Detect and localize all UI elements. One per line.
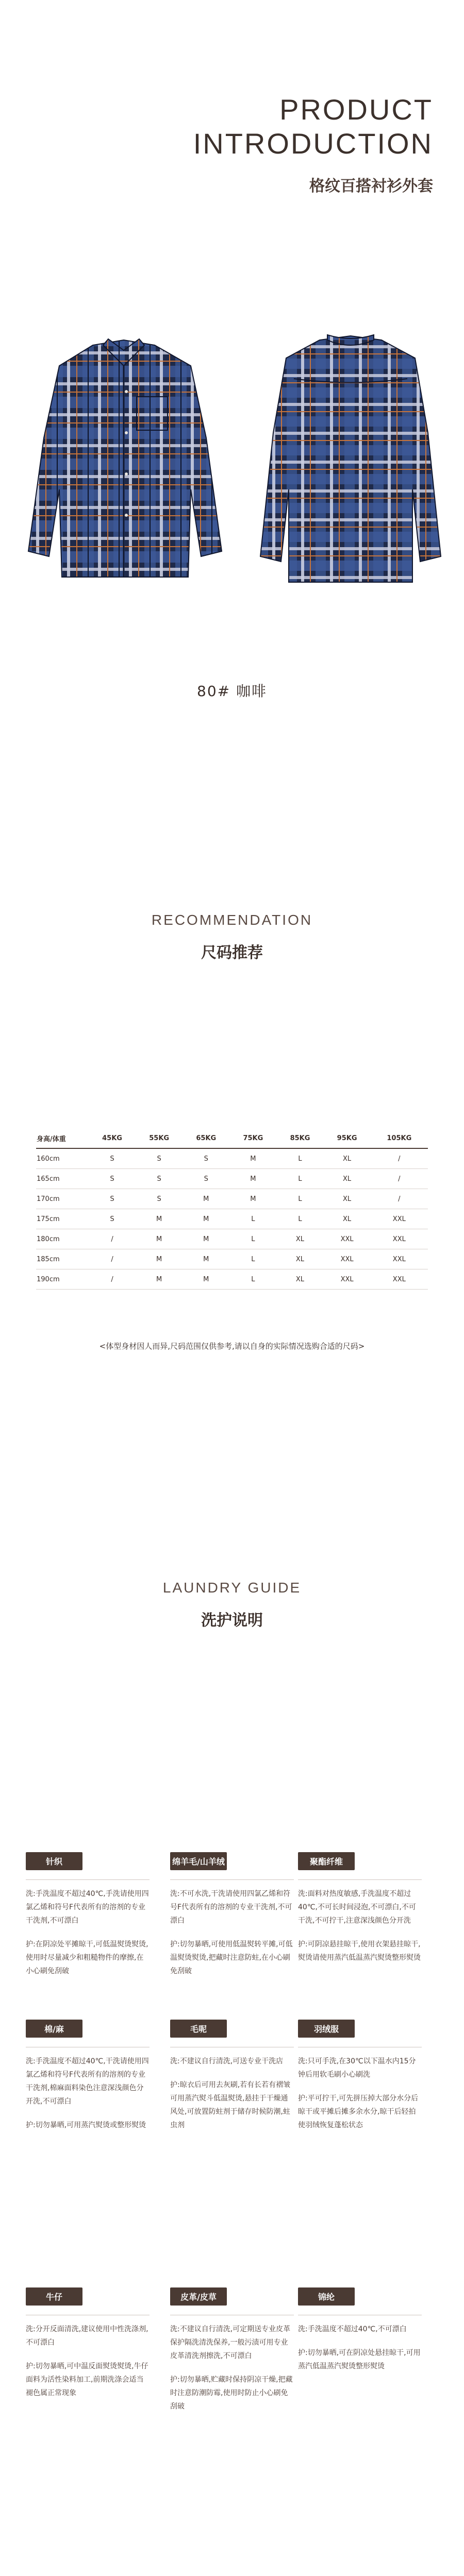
table-cell: S (183, 1148, 229, 1169)
care-maintain-text: 护:切勿暴晒,可使用低温熨转平摊,可低温熨烫熨烫,把藏时注意防蛀,在小心刷免刮破 (170, 1940, 293, 1975)
table-cell: L (229, 1249, 276, 1269)
table-cell: M (136, 1209, 183, 1229)
size-note: <体型身材因人而异,尺码范围仅供参考,请以自身的实际情况选购合适的尺码> (99, 1342, 365, 1351)
care-material-badge: 针织 (26, 1852, 82, 1870)
care-material-badge: 羽绒服 (298, 2020, 355, 2038)
care-material-badge: 毛呢 (170, 2020, 227, 2038)
table-cell: / (89, 1229, 136, 1249)
table-cell: / (371, 1189, 428, 1209)
table-cell: XL (276, 1269, 323, 1290)
table-cell: / (371, 1148, 428, 1169)
table-cell: XXL (371, 1269, 428, 1290)
table-row (36, 1189, 428, 1209)
table-row (36, 1169, 428, 1189)
size-table-header (36, 1128, 428, 1148)
table-cell: XL (324, 1148, 371, 1169)
shirt-back-image (258, 330, 443, 587)
table-cell: M (183, 1249, 229, 1269)
table-cell: XL (324, 1209, 371, 1229)
table-cell: L (276, 1189, 323, 1209)
care-wash-text: 洗:分开反面清洗,建议使用中性洗涤剂,不可漂白 (26, 2325, 148, 2347)
care-card (298, 1852, 422, 1964)
care-wash-text: 洗:手洗温度不超过40℃,干洗请使用四氯乙烯和符号F代表所有的溶剂的专业干洗剂,棉麻面料染色注意深浅颜色分开洗,不可漂白 (26, 2057, 149, 2106)
table-row (36, 1209, 428, 1229)
care-wash-text: 洗:手洗温度不超过40℃,不可漂白 (298, 2325, 407, 2333)
header-cell: 85KG (276, 1128, 323, 1148)
table-cell: S (89, 1209, 136, 1229)
header-cell: 105KG (371, 1128, 428, 1148)
table-cell: XXL (371, 1229, 428, 1249)
table-cell: 175cm (36, 1209, 89, 1229)
care-card (170, 1852, 294, 1978)
care-card (26, 1852, 150, 1978)
table-cell: XXL (371, 1249, 428, 1269)
table-row (36, 1148, 428, 1169)
table-cell: XL (276, 1249, 323, 1269)
table-row (36, 1229, 428, 1249)
care-material-badge: 皮革/皮草 (170, 2287, 227, 2306)
care-wash-text: 洗:面料对热度敏感,手洗温度不超过40℃,不可长时间浸泡,不可漂白,不可干洗,不可拧干,注意深浅颜色分开洗 (298, 1890, 416, 1925)
care-card (26, 2020, 150, 2132)
table-cell: S (136, 1169, 183, 1189)
care-material-badge: 聚酯纤维 (298, 1852, 355, 1870)
table-cell: M (229, 1148, 276, 1169)
intro-title (72, 93, 433, 161)
header-cell: 75KG (229, 1128, 276, 1148)
care-wash-text: 洗:只可手洗,在30℃以下温水内15分钟后用软毛刷小心刷洗 (298, 2057, 416, 2079)
table-cell: M (183, 1209, 229, 1229)
care-divider (26, 1879, 150, 1880)
table-cell: M (229, 1189, 276, 1209)
care-material-badge: 牛仔 (26, 2287, 82, 2306)
care-divider (298, 1879, 422, 1880)
shirt-front-image (21, 335, 227, 582)
care-wash-text: 洗:手洗温度不超过40℃,手洗请使用四氯乙烯和符号F代表所有的溶剂的专业干洗剂,不可漂白 (26, 1890, 149, 1925)
care-card (298, 2020, 422, 2132)
care-maintain-text: 护:切勿暴晒,贮藏时保持阴凉干燥,把藏时注意防潮防霉,使用时防止小心刷免刮破 (170, 2376, 293, 2411)
recommendation-title-cn: 尺码推荐 (201, 944, 263, 962)
table-cell: S (89, 1189, 136, 1209)
color-label: 80# 咖啡 (197, 683, 267, 700)
table-cell: XXL (324, 1229, 371, 1249)
table-cell: XL (324, 1189, 371, 1209)
intro-title-line2: INTRODUCTION (193, 127, 433, 160)
recommendation-title-en: RECOMMENDATION (151, 912, 313, 928)
header-cell: 55KG (136, 1128, 183, 1148)
table-cell: XXL (324, 1269, 371, 1290)
table-cell: S (183, 1169, 229, 1189)
intro-title-line1: PRODUCT (279, 93, 433, 126)
table-cell: XXL (324, 1249, 371, 1269)
table-row (36, 1269, 428, 1290)
laundry-title-cn: 洗护说明 (201, 1612, 263, 1630)
care-wash-text: 洗:不建议自行清洗,可送专业干洗店 (170, 2057, 284, 2065)
header-cell: 45KG (89, 1128, 136, 1148)
table-cell: S (136, 1189, 183, 1209)
table-cell: XXL (371, 1209, 428, 1229)
laundry-title-en: LAUNDRY GUIDE (162, 1580, 302, 1596)
care-maintain-text: 护:切勿暴晒,可中温反面熨烫熨烫,牛仔面料为活性染料加工,前期洗涤会适当褪色属正常现象 (26, 2362, 148, 2397)
table-cell: M (136, 1249, 183, 1269)
table-cell: L (276, 1209, 323, 1229)
header-cell: 95KG (324, 1128, 371, 1148)
care-card (170, 2020, 294, 2132)
care-maintain-text: 护:晾衣后可用去灰刷,若有长若有褶皱可用蒸汽熨斗低温熨烫,悬挂于干燥通风处,可放置防蛀剂于储存时候防潮,蛀虫剂 (170, 2081, 291, 2129)
table-row (36, 1249, 428, 1269)
table-cell: 180cm (36, 1229, 89, 1249)
size-table (36, 1128, 428, 1290)
table-cell: / (371, 1169, 428, 1189)
table-cell: M (229, 1169, 276, 1189)
care-material-badge: 棉/麻 (26, 2020, 82, 2038)
care-material-badge: 锦纶 (298, 2287, 355, 2306)
care-wash-text: 洗:不建议自行清洗,可定期送专业皮革保护隔洗清洗保养,一般污渍可用专业皮革清洗剂擦洗,不可漂白 (170, 2325, 291, 2360)
table-cell: M (183, 1269, 229, 1290)
table-cell: M (183, 1189, 229, 1209)
table-cell: XL (324, 1169, 371, 1189)
table-cell: L (229, 1209, 276, 1229)
table-cell: 190cm (36, 1269, 89, 1290)
care-card (26, 2287, 150, 2400)
table-cell: S (136, 1148, 183, 1169)
table-cell: L (276, 1148, 323, 1169)
table-cell: 170cm (36, 1189, 89, 1209)
table-cell: L (229, 1269, 276, 1290)
intro-subtitle: 格纹百搭衬衫外套 (309, 177, 433, 195)
table-cell: XL (276, 1229, 323, 1249)
care-wash-text: 洗:不可水洗,干洗请使用四氯乙烯和符号F代表所有的溶剂的专业干洗剂,不可漂白 (170, 1890, 292, 1925)
table-cell: S (89, 1148, 136, 1169)
care-maintain-text: 护:在阴凉处平摊晾干,可低温熨烫熨烫,使用时尽量减少和粗糙物件的摩擦,在小心刷免刮破 (26, 1940, 148, 1975)
care-maintain-text: 护:平可拧干,可先拼压掉大部分水分后晾干或平摊后摊多余水分,晾干后轻拍使羽绒恢复蓬松状态 (298, 2094, 419, 2129)
table-cell: M (183, 1229, 229, 1249)
table-cell: 165cm (36, 1169, 89, 1189)
table-cell: / (89, 1269, 136, 1290)
header-cell: 身高/体重 (36, 1128, 89, 1148)
header-cell: 65KG (183, 1128, 229, 1148)
table-cell: M (136, 1229, 183, 1249)
care-maintain-text: 护:切勿暴晒,可用蒸汽熨烫或整形熨烫 (26, 2121, 146, 2129)
care-card (170, 2287, 294, 2413)
table-cell: M (136, 1269, 183, 1290)
care-maintain-text: 护:切勿暴晒,可在阴凉处悬挂晾干,可用蒸汽低温蒸汽熨烫整形熨烫 (298, 2349, 421, 2370)
table-cell: 160cm (36, 1148, 89, 1169)
care-maintain-text: 护:可阴凉悬挂晾干,使用衣架悬挂晾干,熨烫请使用蒸汽低温蒸汽熨烫整形熨烫 (298, 1940, 421, 1962)
table-cell: L (276, 1169, 323, 1189)
table-cell: / (89, 1249, 136, 1269)
table-cell: 185cm (36, 1249, 89, 1269)
table-cell: S (89, 1169, 136, 1189)
care-material-badge: 绵羊毛/山羊绒 (170, 1852, 227, 1870)
care-divider (170, 1879, 294, 1880)
care-card (298, 2287, 422, 2373)
table-cell: L (229, 1229, 276, 1249)
